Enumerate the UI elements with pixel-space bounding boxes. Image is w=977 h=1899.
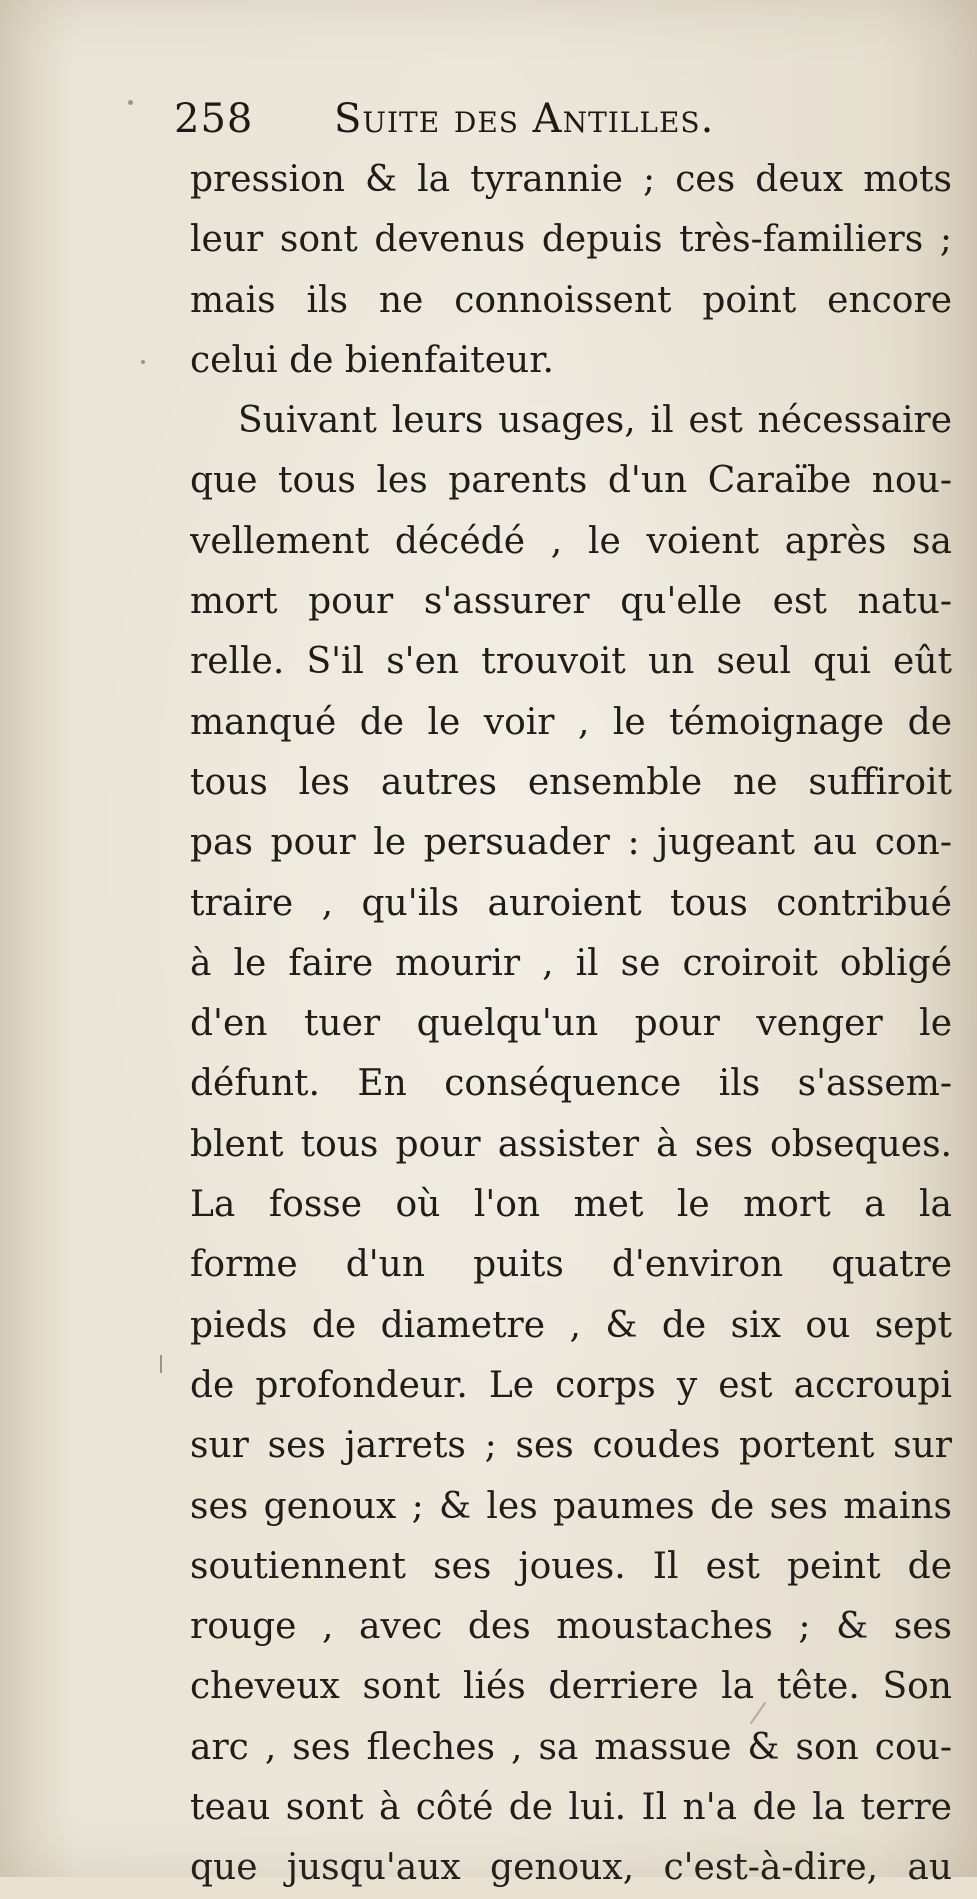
text-line: à le faire mourir , il se croiroit obligé <box>190 942 952 984</box>
text-line: pieds de diametre , & de six ou sept <box>190 1304 952 1346</box>
text-line: leur sont devenus depuis très-familiers ; <box>190 219 952 261</box>
page-number: 258 <box>174 96 254 142</box>
text-line: vellement décédé , le voient après sa <box>190 520 952 562</box>
paper-speck <box>160 1355 162 1373</box>
text-line: rouge , avec des moustaches ; & ses <box>190 1606 952 1648</box>
text-line: traire , qu'ils auroient tous contribué <box>190 882 952 924</box>
text-line: Suivant leurs usages, il est nécessaire <box>238 400 952 442</box>
text-line: relle. S'il s'en trouvoit un seul qui eût <box>190 641 952 683</box>
text-line: de profondeur. Le corps y est accroupi <box>190 1364 952 1406</box>
text-line: forme d'un puits d'environ quatre <box>190 1244 952 1286</box>
text-line: arc , ses fleches , sa massue & son cou- <box>190 1726 952 1768</box>
text-line: cheveux sont liés derriere la tête. Son <box>190 1666 952 1708</box>
text-line: que tous les parents d'un Caraïbe nou- <box>190 460 952 502</box>
text-line: tous les autres ensemble ne suffiroit <box>190 761 952 803</box>
text-line: d'en tuer quelqu'un pour venger le <box>190 1003 952 1045</box>
text-line: soutiennent ses joues. Il est peint de <box>190 1545 952 1587</box>
paper-speck <box>141 360 145 364</box>
text-line: celui de bienfaiteur. <box>190 339 554 381</box>
body-text <box>190 150 952 1899</box>
text-line: blent tous pour assister à ses obseques. <box>190 1123 952 1165</box>
text-line: que jusqu'aux genoux, c'est-à-dire, au <box>190 1847 952 1889</box>
text-line: ses genoux ; & les paumes de ses mains <box>190 1485 952 1527</box>
text-line: sur ses jarrets ; ses coudes portent sur <box>190 1425 952 1467</box>
page-header <box>174 92 964 152</box>
text-line: défunt. En conséquence ils s'assem- <box>190 1063 952 1105</box>
text-line: mort pour s'assurer qu'elle est natu- <box>190 581 952 623</box>
text-line: manqué de le voir , le témoignage de <box>190 701 952 743</box>
paper-speck <box>128 100 133 105</box>
running-title: Suite des Antilles. <box>334 96 715 142</box>
text-line: La fosse où l'on met le mort a la <box>190 1184 952 1226</box>
text-line: pas pour le persuader : jugeant au con- <box>190 822 952 864</box>
text-line: mais ils ne connoissent point encore <box>190 279 952 321</box>
text-line: pression & la tyrannie ; ces deux mots <box>190 159 952 200</box>
text-line: teau sont à côté de lui. Il n'a de la terre <box>190 1787 952 1829</box>
